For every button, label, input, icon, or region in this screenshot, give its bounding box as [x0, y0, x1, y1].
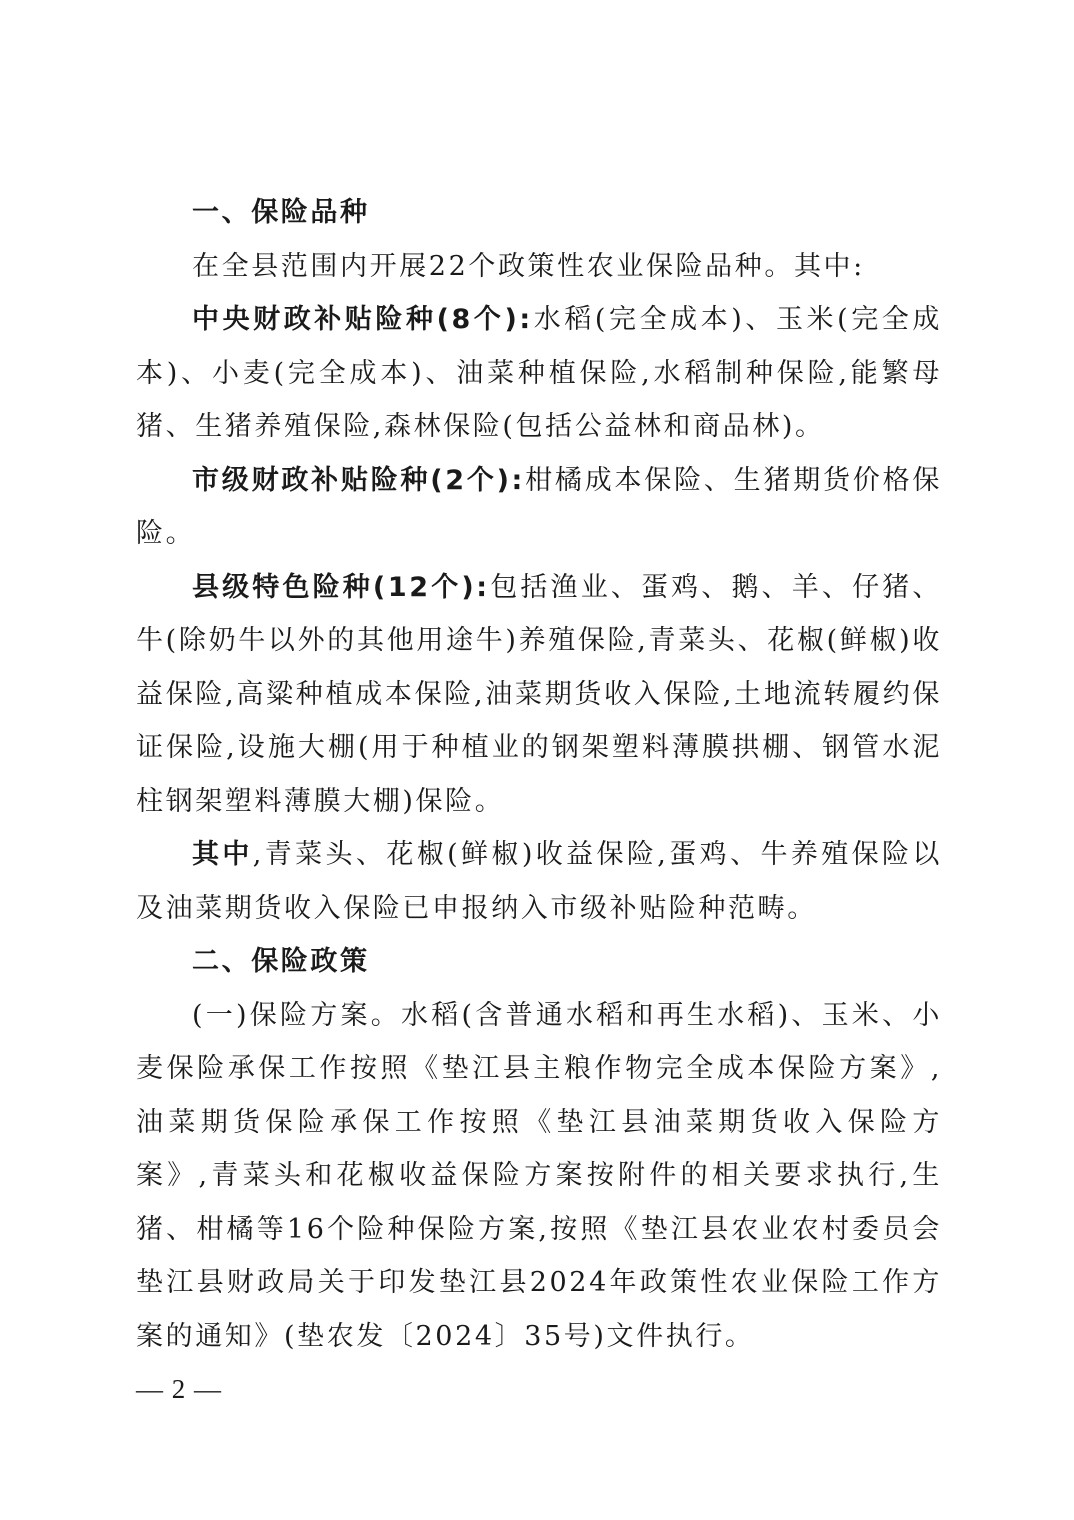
- paragraph-text: 包括渔业、蛋鸡、鹅、羊、仔猪、牛(除奶牛以外的其他用途牛)养殖保险,青菜头、花椒(鲜椒)收益保险,高粱种植成本保险,油菜期货收入保险,土地流转履约保证保险,设施大棚(用于种植业的钢架塑料薄膜拱棚、钢管水泥柱钢架塑料薄膜大棚)保险。: [136, 571, 943, 817]
- paragraph-central-subsidy: [136, 293, 942, 454]
- section-heading-insurance-policy: 二、保险政策: [192, 946, 370, 977]
- paragraph-lead: 县级特色险种(12个):: [192, 571, 490, 603]
- paragraph-lead: 中央财政补贴险种(8个):: [192, 304, 533, 335]
- paragraph-note: [136, 828, 942, 935]
- paragraph-text: (一)保险方案。水稻(含普通水稻和再生水稻)、玉米、小麦保险承保工作按照《垫江县主粮作物完全成本保险方案》,油菜期货保险承保工作按照《垫江县油菜期货收入保险方案》,青菜头和花椒收益保险方案按附件的相关要求执行,生猪、柑橘等16个险种保险方案,按照《垫江县农业农村委员会垫江县财政局关于印发垫江县2024年政策性农业保险工作方案的通知》(垫农发〔2024〕35号)文件执行。: [136, 999, 942, 1352]
- paragraph-insurance-plan: [136, 989, 942, 1364]
- page-number: — 2 —: [136, 1374, 222, 1404]
- paragraph-lead: 其中: [192, 839, 253, 870]
- section-heading-insurance-types: 一、保险品种: [192, 197, 370, 228]
- paragraph-text: 在全县范围内开展22个政策性农业保险品种。其中:: [192, 250, 865, 282]
- document-body: [136, 186, 942, 1363]
- paragraph-text: 柑橘成本保险、生猪期货价格保险。: [136, 464, 942, 549]
- paragraph-text: 水稻(完全成本)、玉米(完全成本)、小麦(完全成本)、油菜种植保险,水稻制种保险,能繁母猪、生猪养殖保险,森林保险(包括公益林和商品林)。: [136, 304, 942, 442]
- paragraph-county-special: [136, 561, 942, 829]
- paragraph-lead: 市级财政补贴险种(2个):: [192, 464, 525, 496]
- paragraph-text: ,青菜头、花椒(鲜椒)收益保险,蛋鸡、牛养殖保险以及油菜期货收入保险已申报纳入市级补贴险种范畴。: [136, 839, 943, 924]
- paragraph-municipal-subsidy: [136, 454, 942, 561]
- paragraph-overview: [136, 240, 942, 294]
